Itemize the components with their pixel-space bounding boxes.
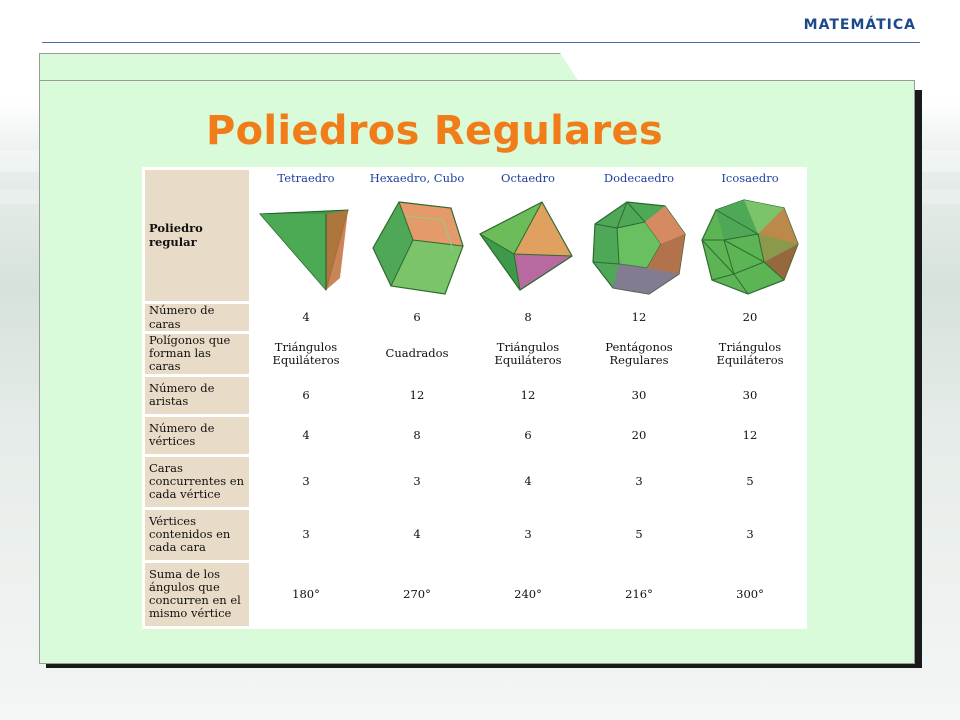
table-row bbox=[145, 417, 804, 454]
octahedron-cell bbox=[474, 191, 582, 301]
subject-header: MATEMÁTICA bbox=[803, 17, 916, 33]
table-row bbox=[145, 457, 804, 507]
table-cell: 3 bbox=[474, 510, 582, 560]
column-header: Dodecaedro bbox=[585, 170, 693, 188]
table-cell: 8 bbox=[363, 417, 471, 454]
column-header: Hexaedro, Cubo bbox=[363, 170, 471, 188]
table-cell: Triángulos Equiláteros bbox=[474, 334, 582, 374]
polyhedra-table bbox=[142, 167, 807, 629]
dodecahedron-cell bbox=[585, 191, 693, 301]
table-cell: 4 bbox=[363, 510, 471, 560]
table-cell: 6 bbox=[252, 377, 360, 414]
table-cell: Triángulos Equiláteros bbox=[696, 334, 804, 374]
corner-label: Poliedro regular bbox=[145, 170, 249, 301]
dodecahedron-icon bbox=[587, 194, 691, 298]
table-cell: Pentágonos Regulares bbox=[585, 334, 693, 374]
table-cell: 3 bbox=[585, 457, 693, 507]
table-cell: 4 bbox=[252, 304, 360, 331]
table-cell: 3 bbox=[252, 510, 360, 560]
table-cell: 3 bbox=[252, 457, 360, 507]
table-cell: 270° bbox=[363, 563, 471, 626]
table-row bbox=[145, 510, 804, 560]
table-cell: 8 bbox=[474, 304, 582, 331]
table-cell: 4 bbox=[474, 457, 582, 507]
column-header: Tetraedro bbox=[252, 170, 360, 188]
table-cell: 30 bbox=[585, 377, 693, 414]
table-cell: 12 bbox=[696, 417, 804, 454]
table-cell: 4 bbox=[252, 417, 360, 454]
row-label: Vértices contenidos en cada cara bbox=[145, 510, 249, 560]
table-cell: 5 bbox=[696, 457, 804, 507]
row-label: Caras concurrentes en cada vértice bbox=[145, 457, 249, 507]
table-cell: 12 bbox=[363, 377, 471, 414]
table-row bbox=[145, 334, 804, 374]
column-header: Octaedro bbox=[474, 170, 582, 188]
table-cell: 216° bbox=[585, 563, 693, 626]
cube-icon bbox=[365, 194, 469, 298]
tetrahedron-icon bbox=[254, 194, 358, 298]
table-cell: 300° bbox=[696, 563, 804, 626]
table-cell: 3 bbox=[696, 510, 804, 560]
table-cell: Triángulos Equiláteros bbox=[252, 334, 360, 374]
octahedron-icon bbox=[476, 194, 580, 298]
row-label: Número de vértices bbox=[145, 417, 249, 454]
card-tab bbox=[39, 53, 579, 82]
header-divider bbox=[42, 42, 920, 43]
table-row bbox=[145, 377, 804, 414]
table-cell: 5 bbox=[585, 510, 693, 560]
table-cell: 3 bbox=[363, 457, 471, 507]
table-cell: 12 bbox=[474, 377, 582, 414]
table-header-row bbox=[145, 170, 804, 188]
slide-title: Poliedros Regulares bbox=[206, 108, 664, 154]
table-cell: 6 bbox=[363, 304, 471, 331]
table-cell: 180° bbox=[252, 563, 360, 626]
row-label: Número de caras bbox=[145, 304, 249, 331]
table-cell: 20 bbox=[585, 417, 693, 454]
column-header: Icosaedro bbox=[696, 170, 804, 188]
icosahedron-icon bbox=[698, 194, 802, 298]
table-cell: 6 bbox=[474, 417, 582, 454]
table-cell: 12 bbox=[585, 304, 693, 331]
table-row bbox=[145, 304, 804, 331]
row-label: Suma de los ángulos que concurren en el mismo vértice bbox=[145, 563, 249, 626]
cube-cell bbox=[363, 191, 471, 301]
row-label: Número de aristas bbox=[145, 377, 249, 414]
table-cell: Cuadrados bbox=[363, 334, 471, 374]
tetrahedron-cell bbox=[252, 191, 360, 301]
table-cell: 30 bbox=[696, 377, 804, 414]
table-cell: 20 bbox=[696, 304, 804, 331]
table-cell: 240° bbox=[474, 563, 582, 626]
table-row bbox=[145, 563, 804, 626]
icosahedron-cell bbox=[696, 191, 804, 301]
row-label: Polígonos que forman las caras bbox=[145, 334, 249, 374]
